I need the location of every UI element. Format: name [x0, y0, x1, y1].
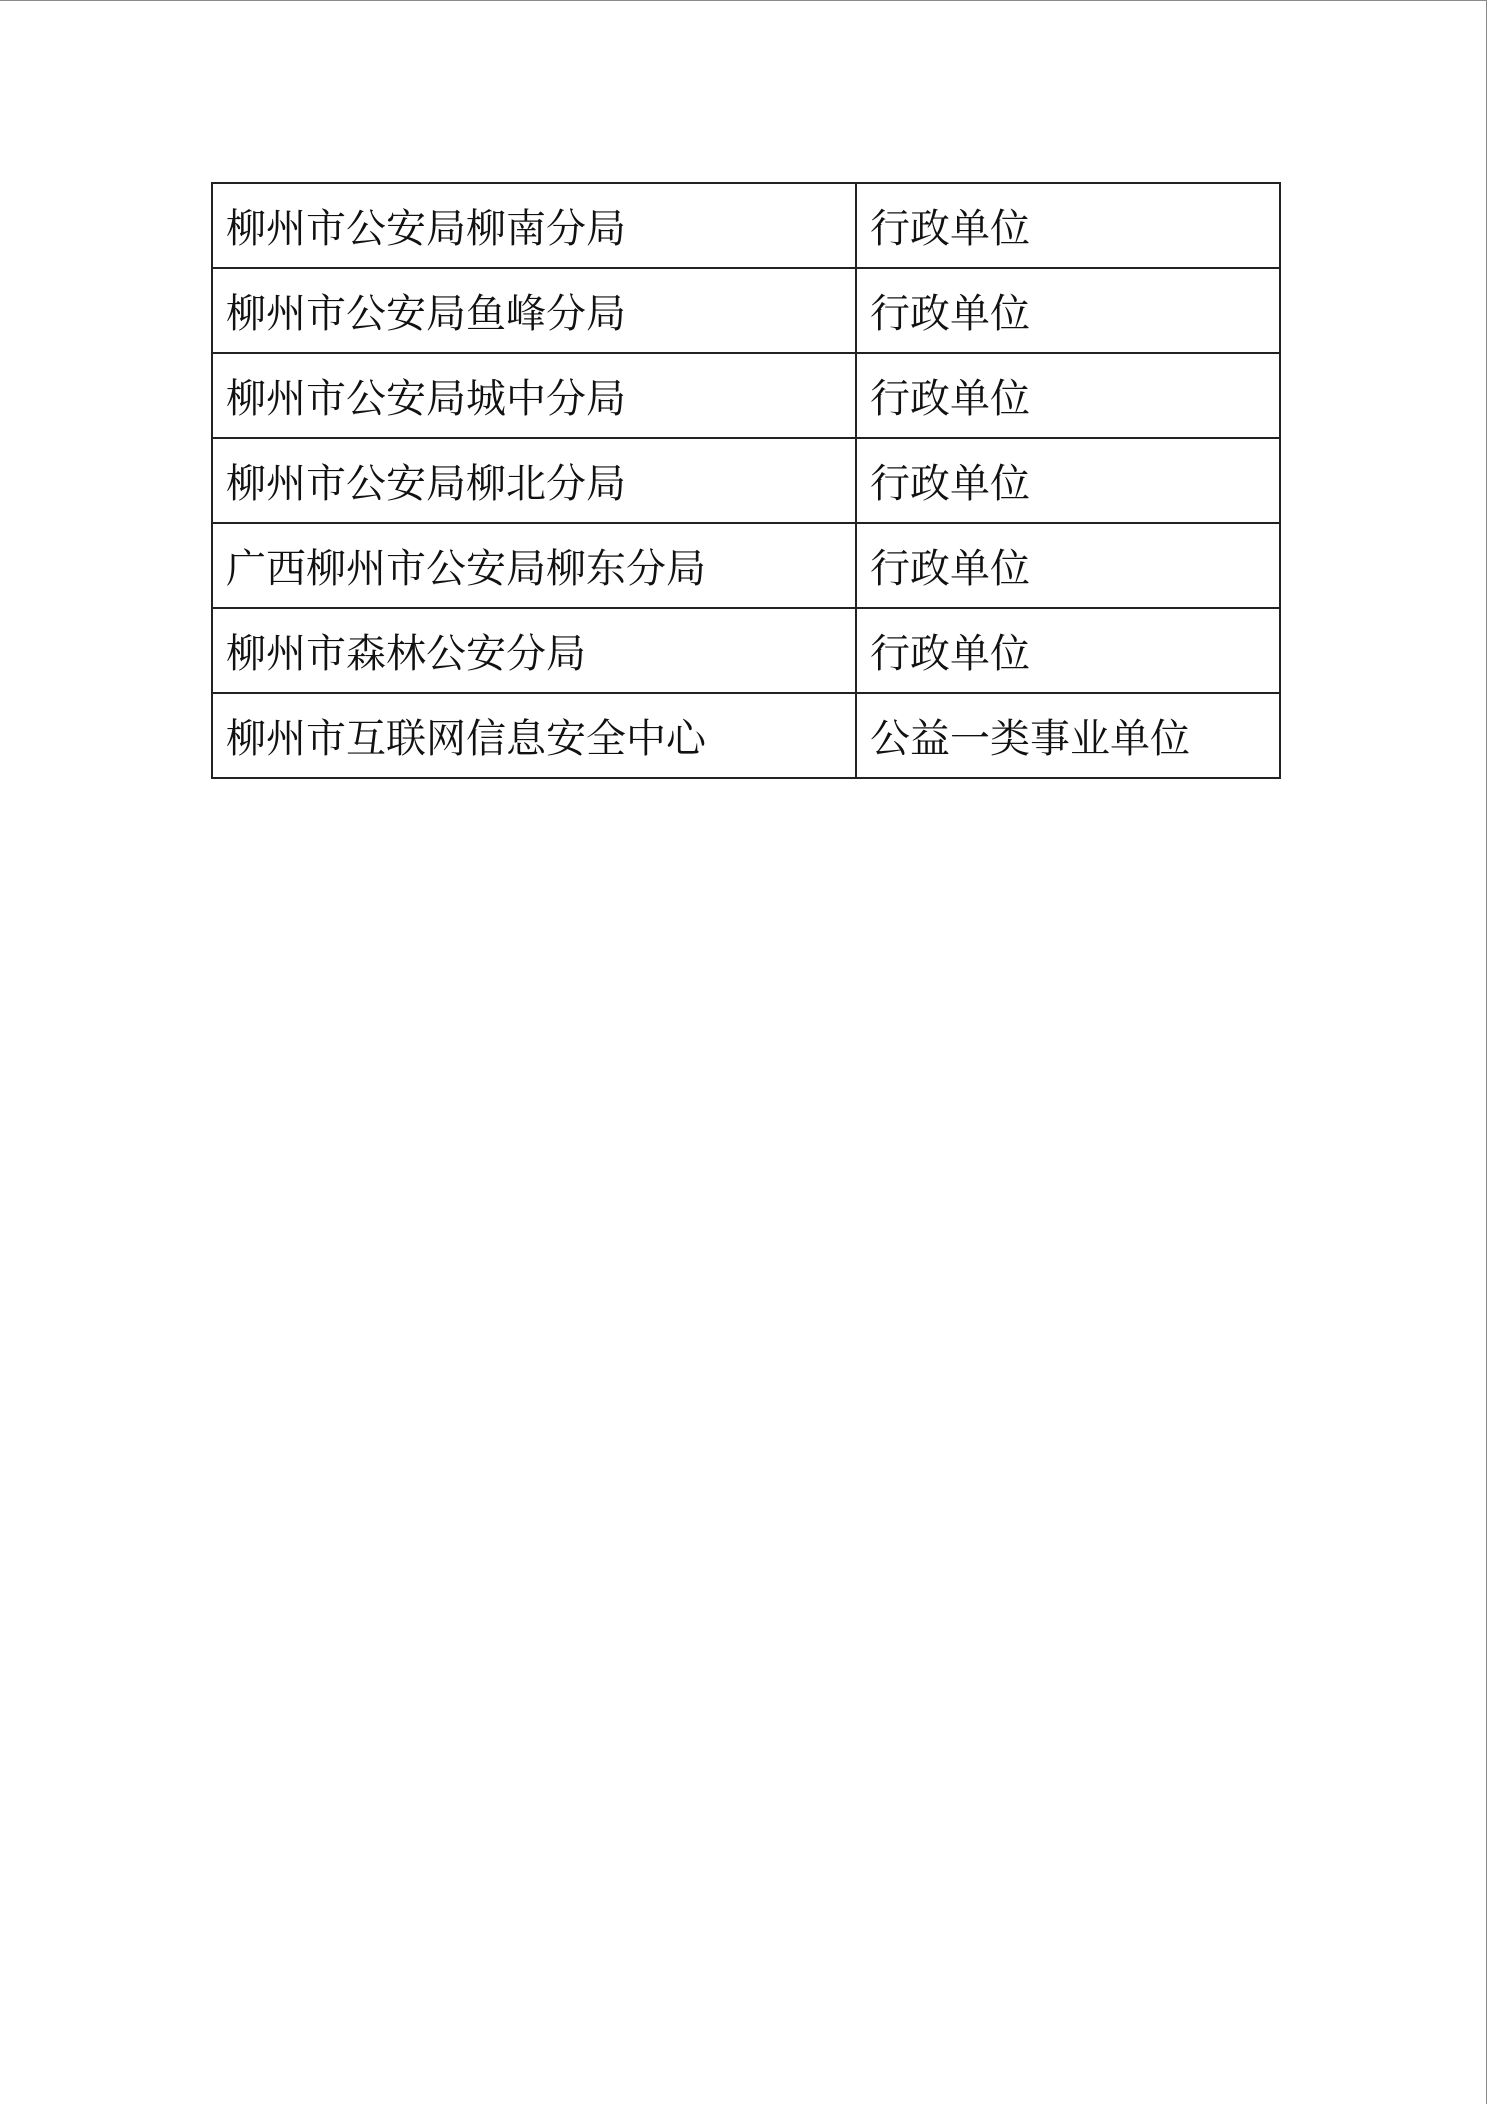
table-row	[212, 523, 1280, 608]
unit-name-cell: 柳州市公安局柳南分局	[212, 183, 856, 268]
unit-table	[211, 182, 1281, 779]
unit-type-cell: 行政单位	[856, 353, 1280, 438]
table-row	[212, 693, 1280, 778]
unit-type-cell: 行政单位	[856, 438, 1280, 523]
unit-type-cell: 行政单位	[856, 608, 1280, 693]
table-row	[212, 268, 1280, 353]
unit-name-cell: 广西柳州市公安局柳东分局	[212, 523, 856, 608]
unit-name-cell: 柳州市公安局鱼峰分局	[212, 268, 856, 353]
unit-type-cell: 行政单位	[856, 268, 1280, 353]
unit-name-cell: 柳州市公安局城中分局	[212, 353, 856, 438]
unit-type-cell: 公益一类事业单位	[856, 693, 1280, 778]
unit-name-cell: 柳州市互联网信息安全中心	[212, 693, 856, 778]
unit-name-cell: 柳州市森林公安分局	[212, 608, 856, 693]
table-row	[212, 183, 1280, 268]
table-row	[212, 438, 1280, 523]
unit-type-cell: 行政单位	[856, 183, 1280, 268]
table-row	[212, 353, 1280, 438]
unit-type-cell: 行政单位	[856, 523, 1280, 608]
unit-name-cell: 柳州市公安局柳北分局	[212, 438, 856, 523]
table-row	[212, 608, 1280, 693]
